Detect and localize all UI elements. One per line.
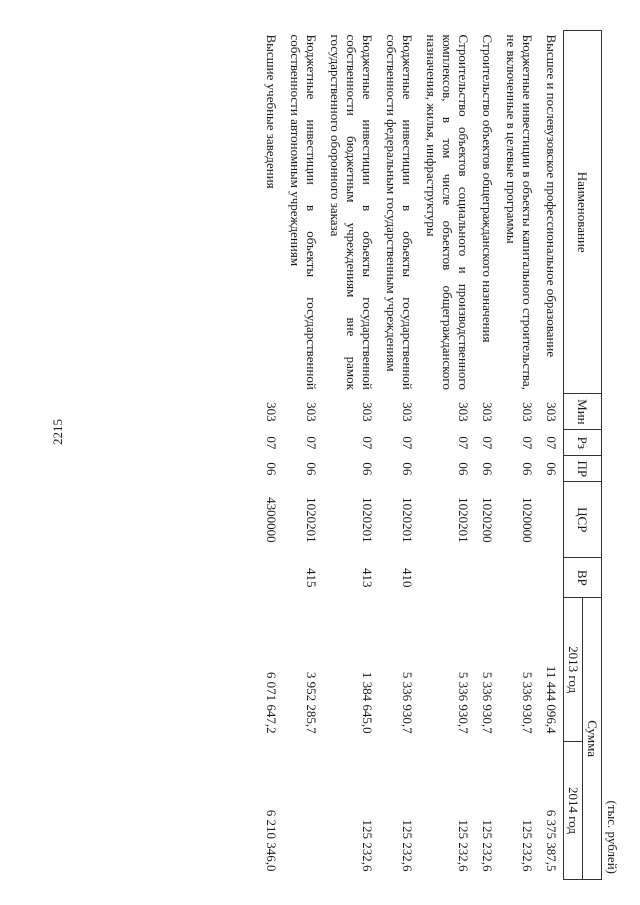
row-csr: 4300000 [264,497,279,543]
units-note: (тыс. рублей) [605,800,620,874]
row-csr: 1020200 [480,497,495,543]
row-vr [475,558,499,598]
row-min: 303 [400,402,415,422]
row-min: 303 [360,402,375,422]
row-2013: 11 444 096,4 [544,665,559,734]
header-vr: ВР [564,558,602,598]
row-pr: 06 [304,462,319,476]
row-vr [499,558,539,598]
header-pr: ПР [564,456,602,482]
table-row [419,31,475,880]
row-2013: 5 336 930,7 [520,671,535,734]
row-csr: 1020201 [456,497,471,543]
row-vr: 415 [304,568,319,588]
row-name: Строительство объектов общегражданского назначения [480,34,495,343]
row-2014: 125 232,6 [456,819,471,872]
row-pr: 06 [480,462,495,476]
row-name: Высшие учебные заведения [264,34,279,189]
row-rz: 07 [360,436,375,450]
table-row [475,31,499,880]
row-min: 303 [480,402,495,422]
row-2014: 125 232,6 [520,819,535,872]
row-csr: 1020201 [400,497,415,543]
header-year-2013: 2013 год [564,598,583,742]
row-rz: 07 [520,436,535,450]
row-2013: 3 952 285,7 [304,671,319,734]
row-2014: 125 232,6 [480,819,495,872]
header-name: Наименование [564,31,602,394]
row-vr: 413 [360,568,375,588]
row-rz: 07 [400,436,415,450]
row-2014: 125 232,6 [360,819,375,872]
table-row [283,31,323,880]
table-row [379,31,419,880]
header-sum: Сумма [583,598,602,880]
row-csr: 1020201 [360,497,375,543]
row-2013: 6 071 647,2 [264,671,279,734]
row-min: 303 [304,402,319,422]
row-rz: 07 [456,436,471,450]
header-csr: ЦСР [564,482,602,558]
row-2013: 5 336 930,7 [400,671,415,734]
row-2013: 5 336 930,7 [456,671,471,734]
budget-table [259,30,602,880]
header-min: Мин [564,394,602,430]
row-name: Бюджетные инвестиции в объекты государственной собственности федеральным государственным учреждениям [384,34,415,390]
row-min: 303 [456,402,471,422]
row-min: 303 [264,402,279,422]
rotated-page [60,30,620,880]
row-rz: 07 [304,436,319,450]
row-pr: 06 [400,462,415,476]
row-name: Бюджетные инвестиции в объекты капитального строительства, не включенные в целевые программы [504,34,535,390]
row-min: 303 [520,402,535,422]
row-rz: 07 [480,436,495,450]
row-name: Бюджетные инвестиции в объекты государственной собственности автономным учреждениям [288,34,319,390]
row-2014: 6 375 387,5 [544,809,559,872]
row-name: Бюджетные инвестиции в объекты государственной собственности бюджетным учреждениям вне рамок государственного оборонного заказа [328,34,375,390]
row-pr: 06 [360,462,375,476]
table-row [323,31,379,880]
row-name: Высшее и послевузовское профессиональное образование [544,34,559,358]
row-csr: 1020201 [304,497,319,543]
row-2014: 125 232,6 [400,819,415,872]
row-pr: 06 [520,462,535,476]
row-vr: 410 [400,568,415,588]
row-2014: 6 210 346,0 [264,809,279,872]
row-rz: 07 [264,436,279,450]
table-row [539,31,564,880]
table-row [499,31,539,880]
row-vr [419,558,475,598]
header-year-2014: 2014 год [564,742,583,880]
row-csr [539,482,564,558]
row-2013: 1 384 645,0 [360,671,375,734]
table-row [259,31,283,880]
row-vr [539,558,564,598]
row-csr: 1020000 [520,497,535,543]
row-pr: 06 [264,462,279,476]
row-vr [259,558,283,598]
page-number: 2215 [50,419,65,445]
row-2013: 5 336 930,7 [480,671,495,734]
row-name: Строительство объектов социального и производственного комплексов, в том числе объектов общегражданского назначения, жилья, инфраструктуры [424,34,471,390]
row-min: 303 [544,402,559,422]
row-pr: 06 [544,462,559,476]
row-2014 [283,742,323,880]
header-rz: Рз [564,430,602,456]
row-rz: 07 [544,436,559,450]
row-pr: 06 [456,462,471,476]
